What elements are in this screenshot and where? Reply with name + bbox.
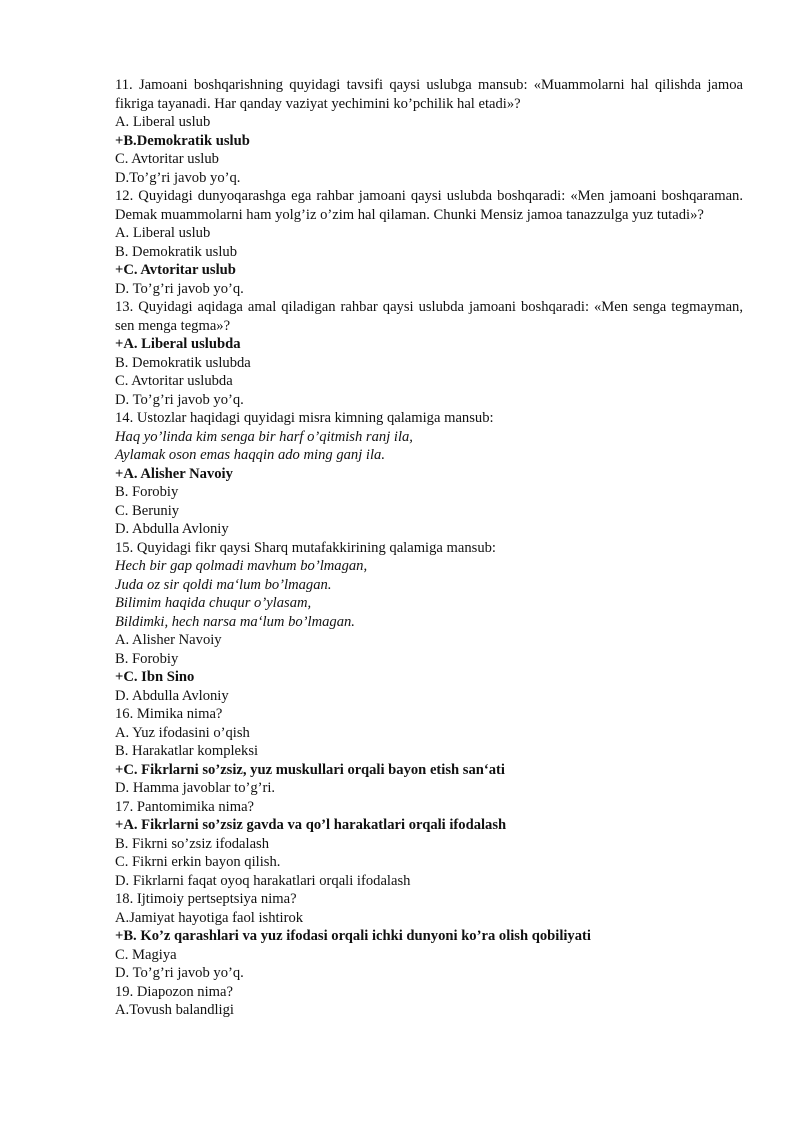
answer-option: D. To’g’ri javob yo’q. <box>115 280 244 297</box>
question-text: 13. Quyidagi aqidaga amal qiladigan rahbar qaysi uslubda jamoani boshqaradi: «Men senga tegmayman, sen menga tegma»? <box>115 299 743 334</box>
correct-answer-option: +C. Fikrlarni so’zsiz, yuz muskullari orqali bayon etish san‘ati <box>115 761 505 778</box>
correct-answer-option: +B.Demokratik uslub <box>115 132 250 149</box>
question-text: 11. Jamoani boshqarishning quyidagi tavsifi qaysi uslubga mansub: «Muammolarni hal qilishda jamoa fikriga tayanadi. Har qanday vaziyat yechimini ko’pchilik hal etadi»? <box>115 77 743 112</box>
verse-line: Aylamak oson emas haqqin ado ming ganj ila. <box>115 447 385 463</box>
answer-option: D. To’g’ri javob yo’q. <box>115 391 244 408</box>
answer-option: B. Harakatlar kompleksi <box>115 743 259 759</box>
question-text: 15. Quyidagi fikr qaysi Sharq mutafakkirining qalamiga mansub: <box>115 539 496 556</box>
correct-answer-option: +C. Avtoritar uslub <box>115 262 236 278</box>
document-page <box>115 76 743 1020</box>
answer-option: C. Avtoritar uslub <box>115 151 219 167</box>
answer-option: B. Forobiy <box>115 650 179 667</box>
answer-option: D. Hamma javoblar to’g’ri. <box>115 780 276 796</box>
answer-option: A. Alisher Navoiy <box>115 632 222 648</box>
answer-option: B. Forobiy <box>115 484 179 500</box>
answer-option: B. Fikrni so’zsiz ifodalash <box>115 835 270 852</box>
verse-line: Bildimki, hech narsa ma‘lum bo’lmagan. <box>115 613 355 630</box>
answer-option: A. Liberal uslub <box>115 114 211 130</box>
answer-option: C. Fikrni erkin bayon qilish. <box>115 854 281 870</box>
answer-option: B. Demokratik uslub <box>115 243 238 260</box>
correct-answer-option: +A. Fikrlarni so’zsiz gavda va qo’l harakatlari orqali ifodalash <box>115 817 507 833</box>
question-text: 14. Ustozlar haqidagi quyidagi misra kimning qalamiga mansub: <box>115 410 494 426</box>
question-text: 19. Diapozon nima? <box>115 983 233 1000</box>
answer-option: A. Yuz ifodasini o’qish <box>115 724 250 741</box>
verse-line: Haq yo’linda kim senga bir harf o’qitmish ranj ila, <box>115 428 413 445</box>
question-text: 17. Pantomimika nima? <box>115 798 255 815</box>
answer-option: C. Magiya <box>115 946 177 963</box>
answer-option: D. Fikrlarni faqat oyoq harakatlari orqali ifodalash <box>115 872 411 889</box>
verse-line: Bilimim haqida chuqur o’ylasam, <box>115 595 312 611</box>
answer-option: A.Jamiyat hayotiga faol ishtirok <box>115 909 304 926</box>
verse-line: Juda oz sir qoldi ma‘lum bo’lmagan. <box>115 576 332 593</box>
answer-option: D.To’g’ri javob yo’q. <box>115 169 241 186</box>
answer-option: B. Demokratik uslubda <box>115 354 251 371</box>
answer-option: C. Beruniy <box>115 502 180 519</box>
question-text: 12. Quyidagi dunyoqarashga ega rahbar jamoani qaysi uslubda boshqaradi: «Men jamoani boshqaraman. Demak muammolarni ham yolg’iz o’zim hal qilaman. Chunki Mensiz jamoa tanazzulga yuz tutadi»? <box>115 188 743 223</box>
question-text: 16. Mimika nima? <box>115 706 223 722</box>
question-text: 18. Ijtimoiy pertseptsiya nima? <box>115 891 297 907</box>
correct-answer-option: +A. Alisher Navoiy <box>115 465 233 482</box>
answer-option: C. Avtoritar uslubda <box>115 373 233 389</box>
answer-option: D. Abdulla Avloniy <box>115 521 229 537</box>
answer-option: A.Tovush balandligi <box>115 1002 234 1018</box>
answer-option: A. Liberal uslub <box>115 225 211 241</box>
correct-answer-option: +C. Ibn Sino <box>115 669 195 685</box>
correct-answer-option: +A. Liberal uslubda <box>115 336 241 352</box>
correct-answer-option: +B. Ko’z qarashlari va yuz ifodasi orqali ichki dunyoni ko’ra olish qobiliyati <box>115 928 591 944</box>
verse-line: Hech bir gap qolmadi mavhum bo’lmagan, <box>115 558 368 574</box>
answer-option: D. Abdulla Avloniy <box>115 687 229 704</box>
answer-option: D. To’g’ri javob yo’q. <box>115 965 244 981</box>
